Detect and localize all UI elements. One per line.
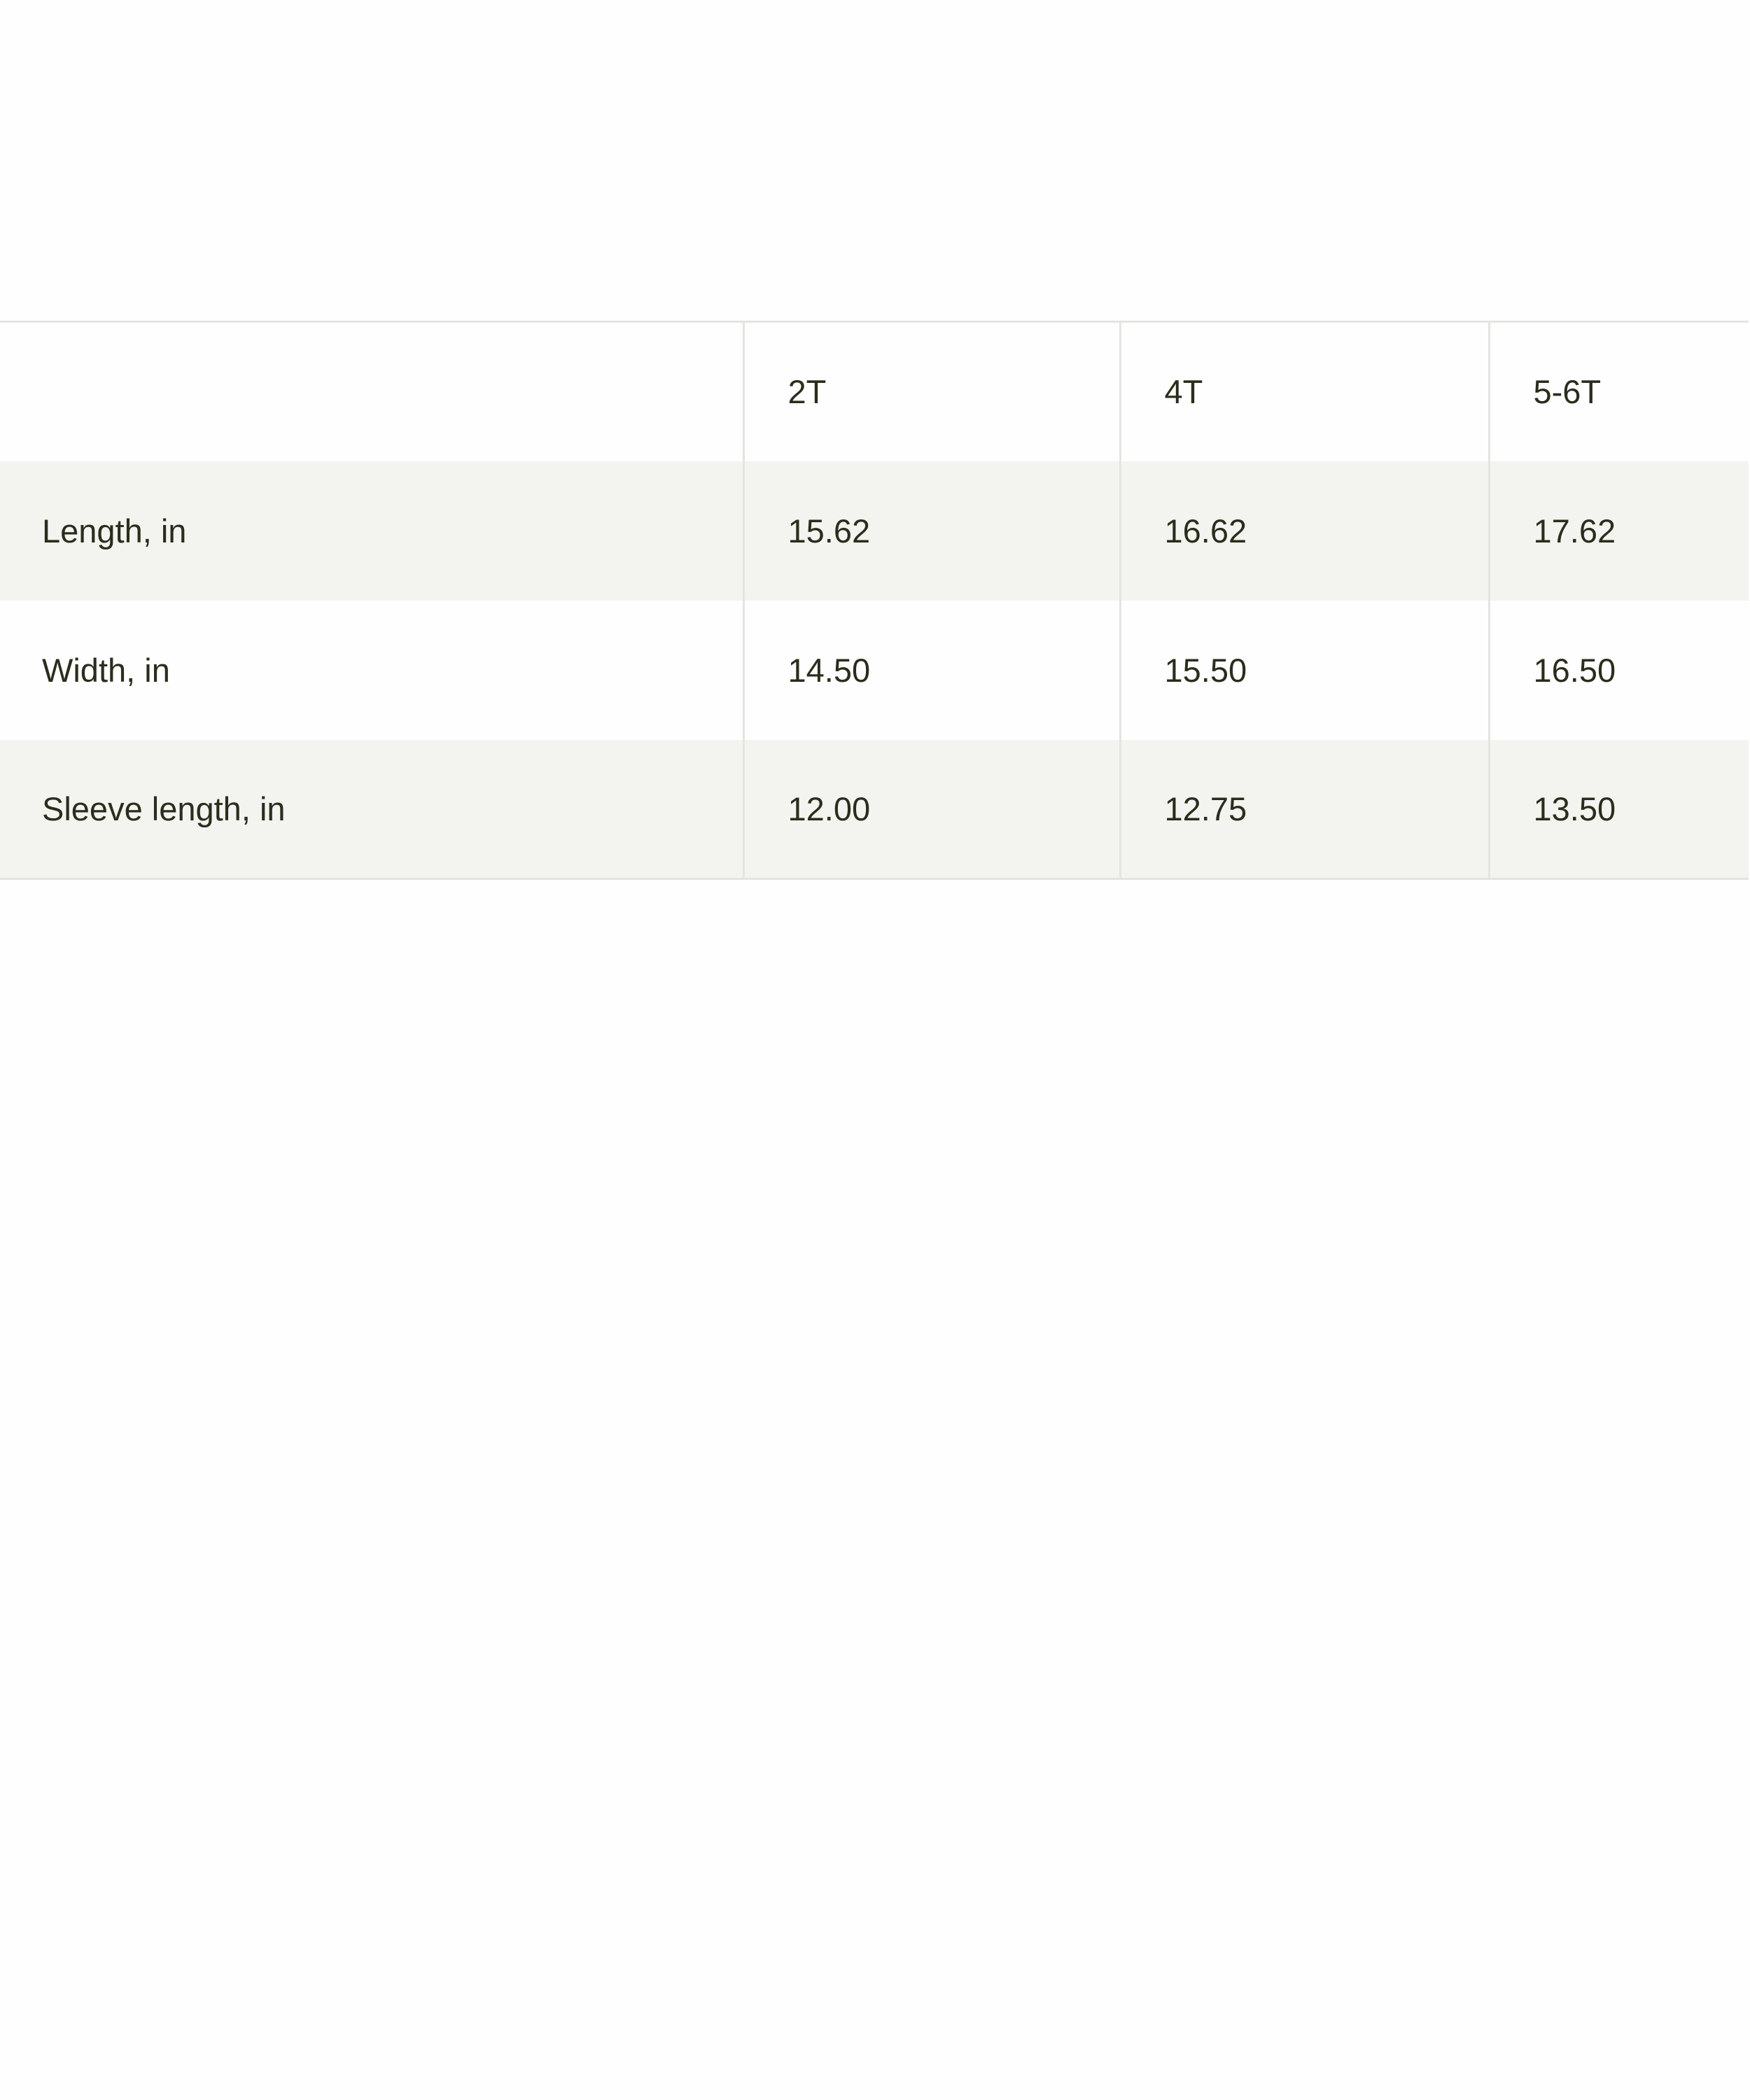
header-size-5-6t: 5-6T <box>1489 322 1749 461</box>
table-row <box>0 461 1749 601</box>
table-cell: 17.62 <box>1489 461 1749 601</box>
header-size-2t: 2T <box>743 322 1120 461</box>
table-cell: 13.50 <box>1489 740 1749 879</box>
size-chart-table <box>0 321 1749 880</box>
table-cell: 16.62 <box>1120 461 1489 601</box>
table-cell: 12.75 <box>1120 740 1489 879</box>
header-corner-cell <box>0 322 743 461</box>
row-label-sleeve-length: Sleeve length, in <box>42 790 286 827</box>
table-cell: 15.62 <box>743 461 1120 601</box>
table-cell: 12.00 <box>743 740 1120 879</box>
table-header-row <box>0 322 1749 461</box>
row-label-length: Length, in <box>42 512 187 550</box>
table-cell: 15.50 <box>1120 601 1489 740</box>
row-label-width: Width, in <box>42 651 170 689</box>
table-cell: 16.50 <box>1489 601 1749 740</box>
table-row <box>0 601 1749 740</box>
table-row <box>0 740 1749 879</box>
header-size-4t: 4T <box>1120 322 1489 461</box>
table-cell: 14.50 <box>743 601 1120 740</box>
